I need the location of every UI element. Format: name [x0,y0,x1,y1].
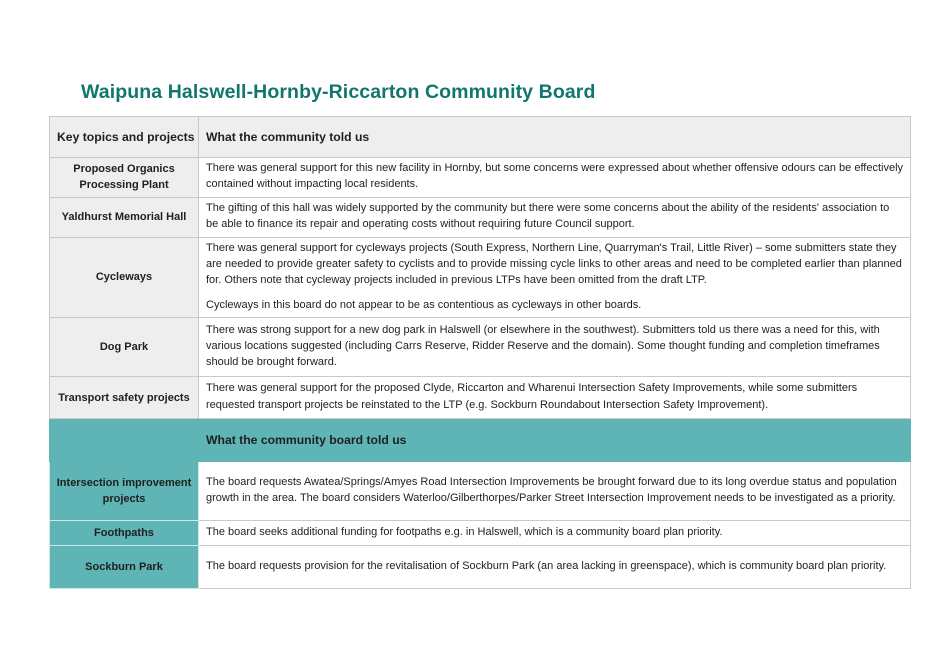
table-row [50,377,911,419]
row-topic: Sockburn Park [50,546,199,589]
row-feedback [199,197,911,237]
feedback-paragraph: There was general support for cycleways projects (South Express, Northern Line, Quarryman's Trail, Little River) – some submitters state they are needed to provide greater safety to cyclists and to provide missing cycle links to other areas and need to be completed earlier than planned for. Others note that cycleway projects included in previous LTPs have been omitted from the draft LTP. [206,241,902,287]
feedback-paragraph: There was general support for the proposed Clyde, Riccarton and Wharenui Intersection Safety Improvements, while some submitters requested transport projects be reinstated to the LTP (e.g. Sockburn Roundabout Intersection Safety Improvement). [206,382,858,411]
feedback-paragraph: There was general support for this new facility in Hornby, but some concerns were expressed about whether offensive odours can be effectively contained without impacting local residents. [206,162,904,191]
header-community-told: What the community told us [199,117,911,158]
feedback-paragraph: Cycleways in this board do not appear to be as contentious as cycleways in other boards. [206,298,642,311]
header-key-topics: Key topics and projects [50,117,199,158]
row-topic: Proposed Organics Processing Plant [50,158,199,198]
feedback-paragraph: The gifting of this hall was widely supported by the community but there were some concerns about the ability of the residents' association to be able to finance its repair and operating costs without requiring future Council support. [206,201,890,231]
board-header-row [50,419,911,462]
board-header: What the community board told us [199,419,911,462]
row-feedback [199,318,911,377]
table-row [50,158,911,198]
row-feedback [199,462,911,521]
board-header-blank [50,419,199,462]
page-title: Waipuna Halswell-Hornby-Riccarton Community Board [81,81,596,103]
feedback-paragraph: There was strong support for a new dog park in Halswell (or elsewhere in the southwest). Submitters told us there was a need for this, with various locations suggested (including Carrs Reserve, Ridder Reserve and the domain). Some thought funding and completion timeframes should be brought forward. [206,323,880,369]
feedback-paragraph: The board requests provision for the revitalisation of Sockburn Park (an area lacking in greenspace), which is community board plan priority. [206,560,887,573]
row-feedback [199,546,911,589]
row-feedback [199,521,911,546]
table-row [50,318,911,377]
row-feedback [199,377,911,419]
feedback-paragraph: The board requests Awatea/Springs/Amyes Road Intersection Improvements be brought forward due to its long overdue status and population growth in the area. The board considers Waterloo/Gilberthorpes/Parker Street Intersection Improvement needs to be investigated as a priority. [206,475,897,505]
row-feedback [199,237,911,318]
table-row [50,237,911,318]
row-topic: Transport safety projects [50,377,199,419]
feedback-paragraph: The board seeks additional funding for footpaths e.g. in Halswell, which is a community board plan priority. [206,526,723,539]
row-feedback [199,158,911,198]
row-topic: Intersection improvement projects [50,462,199,521]
feedback-table [49,116,911,589]
table-header-row [50,117,911,158]
row-topic: Dog Park [50,318,199,377]
table-row [50,521,911,546]
row-topic: Yaldhurst Memorial Hall [50,197,199,237]
row-topic: Foothpaths [50,521,199,546]
table-row [50,546,911,589]
row-topic: Cycleways [50,237,199,318]
table-row [50,197,911,237]
table-row [50,462,911,521]
